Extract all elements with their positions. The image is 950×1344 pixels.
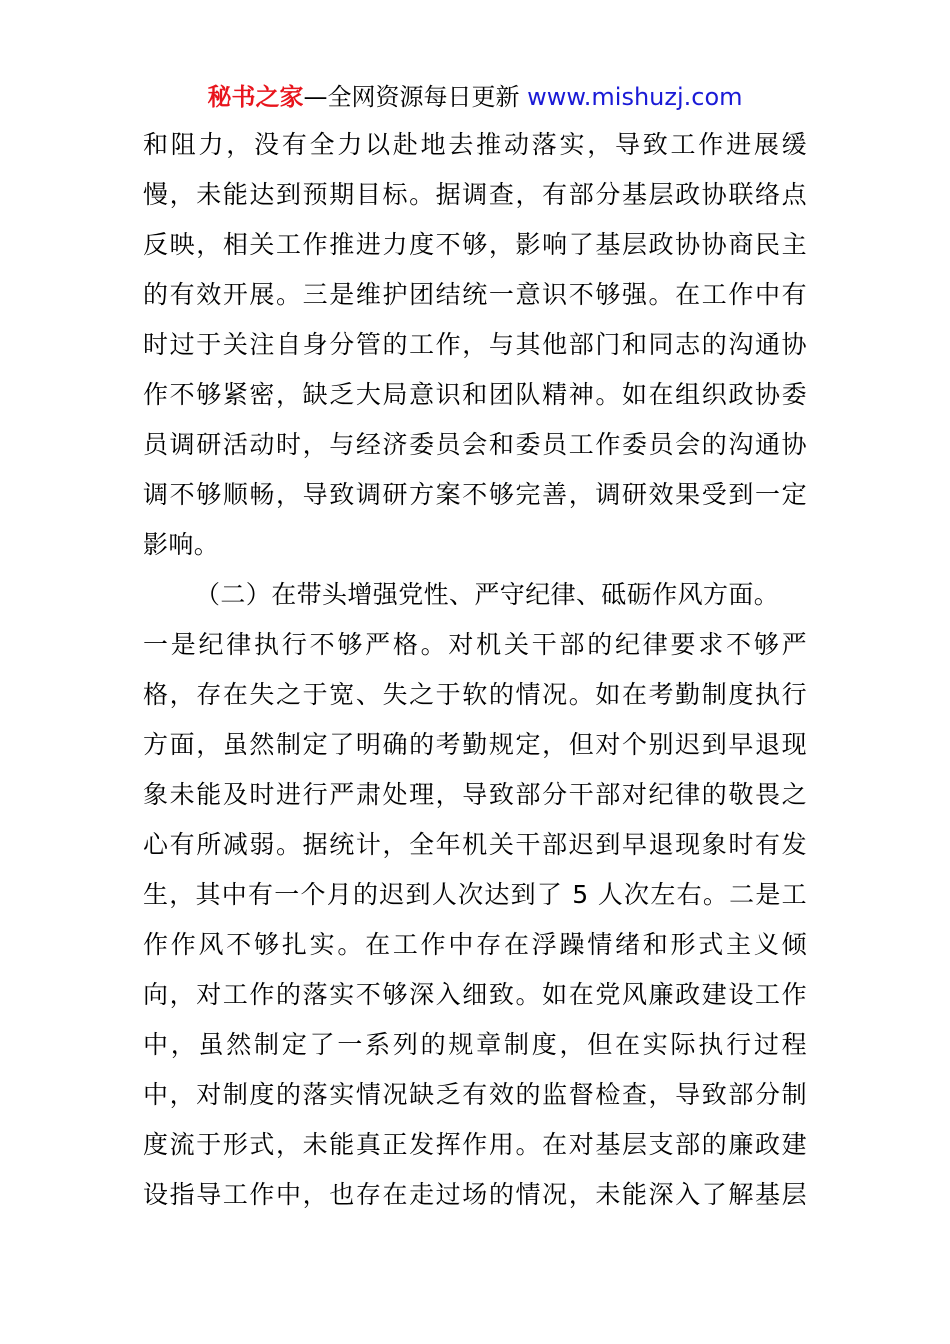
site-header (0, 80, 950, 114)
text-line: 向，对工作的落实不够深入细致。如在党风廉政建设工作 (143, 980, 807, 1009)
text-line: 调不够顺畅，导致调研方案不够完善，调研效果受到一定 (143, 480, 807, 509)
section-heading: （二）在带头增强党性、严守纪律、砥砺作风方面。 (195, 580, 780, 609)
text-line: 格，存在失之于宽、失之于软的情况。如在考勤制度执行 (143, 680, 807, 709)
text-line: 象未能及时进行严肃处理，导致部分干部对纪律的敬畏之 (143, 780, 807, 809)
text-line: 反映，相关工作推进力度不够，影响了基层政协协商民主 (143, 230, 807, 259)
text-line: 生，其中有一个月的迟到人次达到了 5 人次左右。二是工 (143, 880, 807, 909)
text-line: 心有所减弱。据统计，全年机关干部迟到早退现象时有发 (143, 830, 807, 859)
text-line: 作作风不够扎实。在工作中存在浮躁情绪和形式主义倾 (143, 930, 807, 959)
text-line: 度流于形式，未能真正发挥作用。在对基层支部的廉政建 (143, 1130, 807, 1159)
text-line: 中，对制度的落实情况缺乏有效的监督检查，导致部分制 (143, 1080, 807, 1109)
site-url-link[interactable]: www.mishuzj.com (527, 83, 743, 111)
text-line: 作不够紧密，缺乏大局意识和团队精神。如在组织政协委 (143, 380, 807, 409)
text-line: 的有效开展。三是维护团结统一意识不够强。在工作中有 (143, 280, 807, 309)
text-line: 影响。 (143, 530, 220, 559)
text-line: 员调研活动时，与经济委员会和委员工作委员会的沟通协 (143, 430, 807, 459)
text-line: 慢，未能达到预期目标。据调查，有部分基层政协联络点 (143, 180, 807, 209)
text-line: 方面，虽然制定了明确的考勤规定，但对个别迟到早退现 (143, 730, 807, 759)
text-line: 中，虽然制定了一系列的规章制度，但在实际执行过程 (143, 1030, 807, 1059)
text-line: 设指导工作中，也存在走过场的情况，未能深入了解基层 (143, 1180, 807, 1209)
site-tagline: —全网资源每日更新 (303, 83, 520, 111)
text-line: 一是纪律执行不够严格。对机关干部的纪律要求不够严 (143, 630, 807, 659)
document-body (143, 120, 807, 1220)
text-line: 和阻力，没有全力以赴地去推动落实，导致工作进展缓 (143, 130, 807, 159)
site-brand: 秘书之家 (207, 83, 304, 111)
text-line: 时过于关注自身分管的工作，与其他部门和同志的沟通协 (143, 330, 807, 359)
